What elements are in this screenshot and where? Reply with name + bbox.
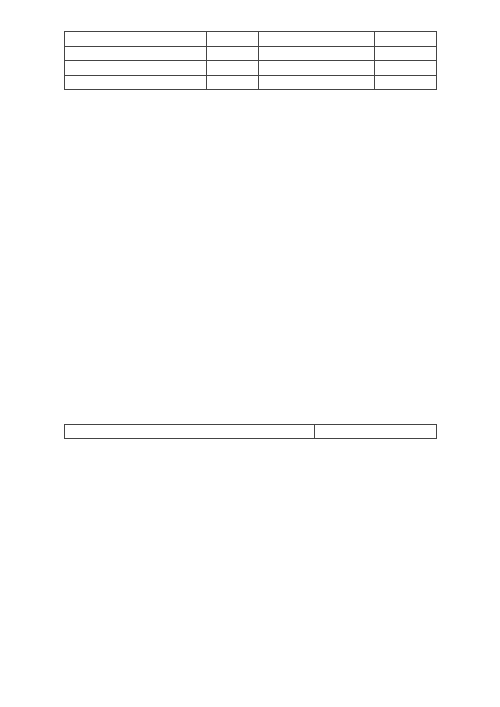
income-total-value	[207, 75, 259, 90]
expense-total-value	[375, 75, 437, 90]
income-detail-table	[64, 424, 437, 439]
carry-forward-value	[375, 46, 437, 61]
header-name	[65, 425, 315, 439]
balance-row	[65, 61, 437, 76]
carry-in-value	[207, 46, 259, 61]
year-expense-total-label	[259, 32, 375, 47]
carry-in-label	[65, 46, 207, 61]
income-total-label	[65, 75, 207, 90]
grand-total-body	[65, 75, 437, 90]
expense-total-label	[259, 75, 375, 90]
balance-label	[65, 61, 207, 76]
empty-cell	[207, 61, 259, 76]
empty-cell	[259, 61, 375, 76]
grand-total-row	[65, 75, 437, 90]
year-income-total-value	[207, 32, 259, 47]
header-value	[315, 425, 437, 439]
empty-cell	[375, 61, 437, 76]
budget-summary-table	[64, 31, 437, 90]
header-row	[65, 425, 437, 439]
balance-head-body	[65, 61, 437, 76]
totals-body	[65, 32, 437, 61]
year-expense-total-value	[375, 32, 437, 47]
year-income-total-label	[65, 32, 207, 47]
year-total-row	[65, 32, 437, 47]
carry-in-row	[65, 46, 437, 61]
carry-forward-label	[259, 46, 375, 61]
